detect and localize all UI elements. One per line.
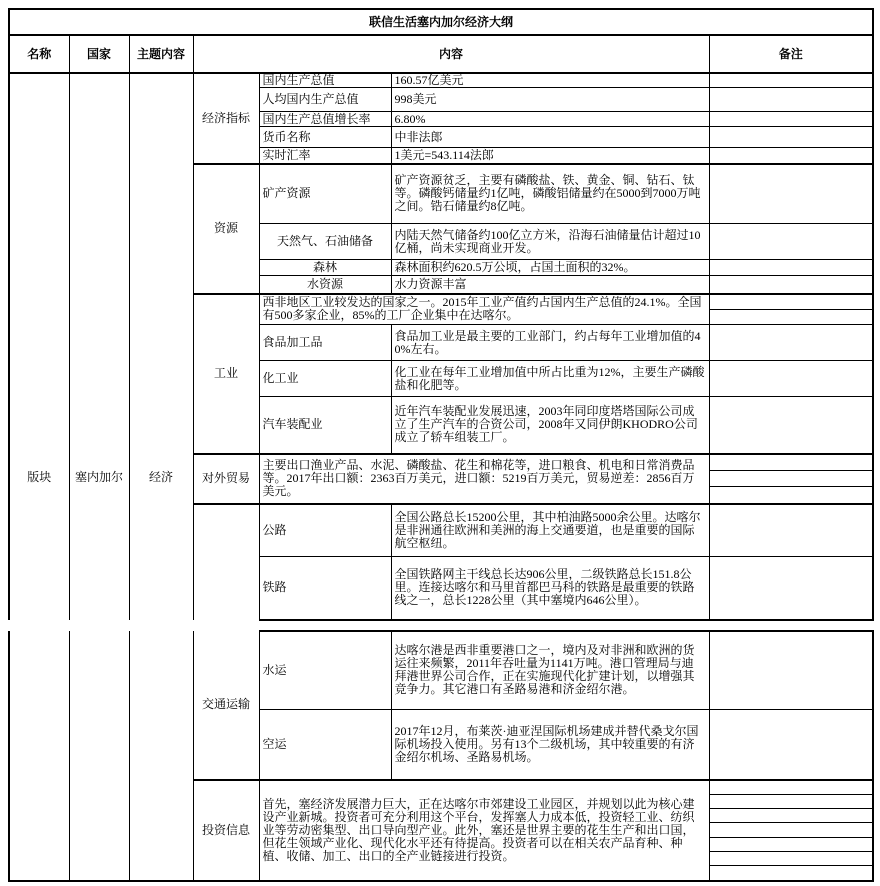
category-economic-indicators: 经济指标	[193, 73, 259, 164]
page-title: 联信生活塞内加尔经济大纲	[9, 9, 873, 35]
remark-subcell	[710, 310, 873, 324]
remark-cell	[709, 397, 873, 454]
remark-cell	[709, 112, 873, 127]
label-gdp-per-capita: 人均国内生产总值	[259, 88, 391, 112]
investment-text: 首先，塞经济发展潜力巨大，正在达喀尔市郊建设工业园区，并规划以此为核心建设产业新城。投资者可充分利用这个平台，发挥塞人力成本低，投资轻工业、纺织业等劳动密集型、出口导向型产业。此外，塞还是世界主要的花生生产和出口国，但花生领域产业化、现代化水平还有待提高。投资者可以在相关农产品育种、种植、收储、加工、出口的全产业链接进行投资。	[259, 780, 709, 881]
category-investment: 投资信息	[193, 780, 259, 881]
remark-cell	[709, 224, 873, 260]
industry-intro-text: 西非地区工业较发达的国家之一。2015年工业产值约占国内生产总值的24.1%。全国有500多家企业，85%的工厂企业集中在达喀尔。	[259, 294, 709, 325]
remark-cell	[709, 631, 873, 710]
value-gdp: 160.57亿美元	[391, 73, 709, 88]
cell-name-continued	[9, 631, 69, 881]
value-air-transport: 2017年12月，布莱茨·迪亚涅国际机场建成并替代桑戈尔国际机场投入使用。另有13个二级机场，其中较重要的有济金绍尔机场、圣路易机场。	[391, 710, 709, 780]
remark-subcells	[710, 781, 873, 879]
remark-subcell	[710, 838, 873, 852]
table-page-1	[8, 8, 874, 621]
country-value-label: 塞内加尔	[74, 470, 123, 484]
remark-cell	[709, 557, 873, 620]
category-transportation-page1	[193, 504, 259, 620]
label-railway: 铁路	[259, 557, 391, 620]
value-exchange-rate: 1美元=543.114法郎	[391, 148, 709, 164]
label-auto-assembly: 汽车装配业	[259, 397, 391, 454]
remark-subcells	[710, 295, 873, 324]
row-water-transport	[9, 631, 873, 710]
label-chemical: 化工业	[259, 361, 391, 397]
remark-subcell	[710, 809, 873, 823]
cell-country-continued	[69, 631, 129, 881]
remark-cell	[709, 710, 873, 780]
label-minerals: 矿产资源	[259, 164, 391, 224]
remark-subcell	[710, 795, 873, 809]
value-water: 水力资源丰富	[391, 276, 709, 294]
category-transportation: 交通运输	[193, 631, 259, 780]
value-currency: 中非法郎	[391, 127, 709, 148]
remark-cell	[709, 164, 873, 224]
category-resources: 资源	[193, 164, 259, 294]
value-gdp-per-capita: 998美元	[391, 88, 709, 112]
cell-country-value	[69, 73, 129, 620]
remark-subcell	[710, 455, 873, 471]
cell-theme-continued	[129, 631, 193, 881]
category-industry: 工业	[193, 294, 259, 454]
header-country: 国家	[69, 35, 129, 73]
page-break-gap	[8, 621, 872, 630]
cell-name-value	[9, 73, 69, 620]
label-gas-oil: 天然气、石油储备	[259, 224, 391, 260]
remark-cell-split	[709, 454, 873, 504]
remark-subcell	[710, 295, 873, 310]
remark-cell	[709, 88, 873, 112]
value-railway: 全国铁路网主干线总长达906公里，二级铁路总长151.8公里。连接达喀尔和马里首都巴马科的铁路是最重要的铁路线之一，总长1228公里（其中塞境内646公里）。	[391, 557, 709, 620]
label-highway: 公路	[259, 504, 391, 557]
remark-cell	[709, 361, 873, 397]
label-water: 水资源	[259, 276, 391, 294]
remark-cell	[709, 260, 873, 276]
value-gdp-growth: 6.80%	[391, 112, 709, 127]
value-forest: 森林面积约620.5万公顷，占国土面积的32%。	[391, 260, 709, 276]
header-content: 内容	[193, 35, 709, 73]
theme-value-label: 经济	[148, 470, 173, 484]
foreign-trade-text: 主要出口渔业产品、水泥、磷酸盐、花生和棉花等，进口粮食、机电和日常消费品等。2017年出口额：2363百万美元，进口额：5219百万美元，贸易逆差：2856百万美元。	[259, 454, 709, 504]
remark-subcell	[710, 781, 873, 795]
header-row	[9, 35, 873, 73]
remark-subcell	[710, 487, 873, 502]
remark-subcell	[710, 823, 873, 837]
name-value-label: 版块	[27, 470, 52, 484]
remark-cell-split	[709, 780, 873, 881]
label-forest: 森林	[259, 260, 391, 276]
value-gas-oil: 内陆天然气储备约100亿立方米，沿海石油储量估计超过10亿桶，尚未实现商业开发。	[391, 224, 709, 260]
remark-cell	[709, 127, 873, 148]
category-foreign-trade: 对外贸易	[193, 454, 259, 504]
remark-subcell	[710, 866, 873, 879]
value-auto-assembly: 近年汽车装配业发展迅速，2003年同印度塔塔国际公司成立了生产汽车的合资公司，2008年又同伊朗KHODRO公司成立了轿车组装工厂。	[391, 397, 709, 454]
remark-cell	[709, 276, 873, 294]
remark-subcell	[710, 471, 873, 487]
title-row	[9, 9, 873, 35]
header-name: 名称	[9, 35, 69, 73]
value-minerals: 矿产资源贫乏，主要有磷酸盐、铁、黄金、铜、钻石、钛等。磷酸钙储量约1亿吨，磷酸铝储量约在5000到7000万吨之间。锆石储量约8亿吨。	[391, 164, 709, 224]
value-water-transport: 达喀尔港是西非重要港口之一，境内及对非洲和欧洲的货运往来频繁，2011年吞吐量为1141万吨。港口管理局与迪拜港世界公司合作，正在实施现代化扩建计划，以增强其竞争力。其它港口有圣路易港和济金绍尔港。	[391, 631, 709, 710]
header-theme: 主题内容	[129, 35, 193, 73]
remark-subcells	[710, 455, 873, 503]
remark-subcell	[710, 852, 873, 866]
label-currency: 货币名称	[259, 127, 391, 148]
label-food-processing: 食品加工品	[259, 325, 391, 361]
label-exchange-rate: 实时汇率	[259, 148, 391, 164]
label-gdp-growth: 国内生产总值增长率	[259, 112, 391, 127]
remark-cell	[709, 504, 873, 557]
cell-theme-value	[129, 73, 193, 620]
remark-cell	[709, 325, 873, 361]
remark-cell	[709, 73, 873, 88]
label-water-transport: 水运	[259, 631, 391, 710]
value-highway: 全国公路总长15200公里，其中柏油路5000余公里。达喀尔是非洲通往欧洲和美洲的海上交通要道，也是重要的国际航空枢纽。	[391, 504, 709, 557]
label-gdp: 国内生产总值	[259, 73, 391, 88]
table-page-2	[8, 630, 874, 882]
remark-cell-split	[709, 294, 873, 325]
label-air-transport: 空运	[259, 710, 391, 780]
value-food-processing: 食品加工业是最主要的工业部门，约占每年工业增加值的40%左右。	[391, 325, 709, 361]
remark-cell	[709, 148, 873, 164]
header-remark: 备注	[709, 35, 873, 73]
value-chemical: 化工业在每年工业增加值中所占比重为12%，主要生产磷酸盐和化肥等。	[391, 361, 709, 397]
row-gdp	[9, 73, 873, 88]
